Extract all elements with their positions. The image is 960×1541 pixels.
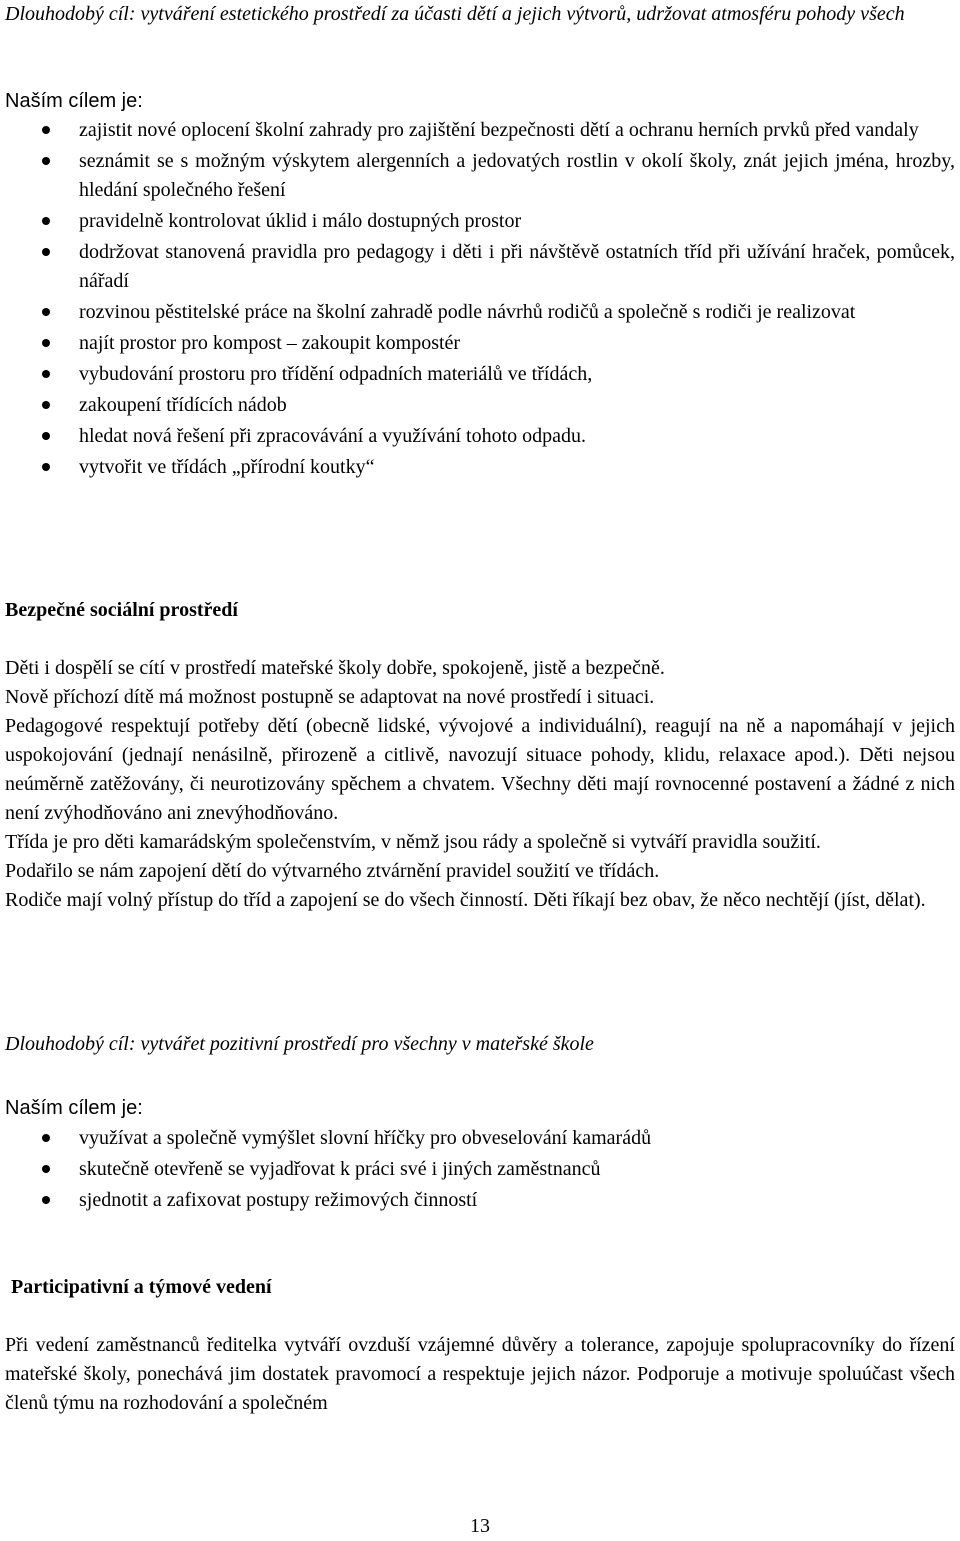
paragraph: Při vedení zaměstnanců ředitelka vytváří ovzduší vzájemné důvěry a tolerance, zapojuje spolupracovníky do řízení mateřské školy, ponechává jim dostatek pravomocí a respektuje jejich názor. Podporuje a motivuje spoluúčast všech členů týmu na rozhodování a společném: [5, 1334, 955, 1414]
list-item: sjednotit a zafixovat postupy režimových činností: [5, 1186, 955, 1215]
paragraph: Podařilo se nám zapojení dětí do výtvarného ztvárnění pravidel soužití ve třídách.: [5, 860, 660, 882]
long-term-goal: Dlouhodobý cíl: vytvářet pozitivní prostředí pro všechny v mateřské škole: [5, 1033, 594, 1055]
list-item: zakoupení třídících nádob: [5, 391, 955, 420]
section-positive-environment: [5, 1030, 955, 1059]
list-item: pravidelně kontrolovat úklid i málo dostupných prostor: [5, 207, 955, 236]
bullet-icon: [42, 401, 50, 409]
paragraph: Nově příchozí dítě má možnost postupně se adaptovat na nové prostředí i situaci.: [5, 686, 655, 708]
aims-list: [5, 116, 955, 482]
bullet-icon: [42, 217, 50, 225]
aims-list-1-container: [5, 116, 955, 482]
list-item: vytvořit ve třídách „přírodní koutky“: [5, 453, 955, 482]
list-item: zajistit nové oplocení školní zahrady pro zajištění bezpečnosti dětí a ochranu herních prvků před vandaly: [5, 116, 955, 145]
aims-block-1: [5, 87, 955, 116]
paragraph: Třída je pro děti kamarádským společenstvím, v němž jsou rády a společně si vytváří pravidla soužití.: [5, 831, 821, 853]
list-item: vybudování prostoru pro třídění odpadních materiálů ve třídách,: [5, 360, 955, 389]
aims-list-2-container: [5, 1124, 955, 1215]
section-aesthetic-environment: [5, 0, 955, 29]
bullet-icon: [42, 1196, 50, 1204]
section-safe-social-environment: [5, 596, 955, 625]
list-item: dodržovat stanovená pravidla pro pedagogy i děti i při návštěvě ostatních tříd při užívání hraček, pomůcek, nářadí: [5, 238, 955, 296]
bullet-icon: [42, 157, 50, 165]
aims-block-2: [5, 1094, 955, 1123]
bullet-icon: [42, 1165, 50, 1173]
section-participative-leadership: [11, 1273, 960, 1302]
bullet-icon: [42, 432, 50, 440]
paragraph: Děti i dospělí se cítí v prostředí mateřské školy dobře, spokojeně, jistě a bezpečně.: [5, 657, 665, 679]
section-4-body: [5, 1331, 955, 1418]
paragraph: Pedagogové respektují potřeby dětí (obecně lidské, vývojové a individuální), reagují na ně a napomáhají v jejich uspokojování (jednají nenásilně, přirozeně a citlivě, navozují situace pohody, klidu, relaxace apod.). Děti nejsou neúměrně zatěžovány, či neurotizovány spěchem a chvatem. Všechny děti mají rovnocenné postavení a žádné z nich není zvýhodňováno ani znevýhodňováno.: [5, 715, 955, 824]
bullet-icon: [42, 339, 50, 347]
list-item: rozvinou pěstitelské práce na školní zahradě podle návrhů rodičů a společně s rodiči je realizovat: [5, 298, 955, 327]
aims-list: [5, 1124, 955, 1215]
aims-label: Naším cílem je:: [5, 90, 143, 112]
long-term-goal: Dlouhodobý cíl: vytváření estetického prostředí za účasti dětí a jejich výtvorů, udržovat atmosféru pohody všech: [5, 3, 905, 25]
bullet-icon: [42, 126, 50, 134]
paragraph: Rodiče mají volný přístup do tříd a zapojení se do všech činností. Děti říkají bez obav, že něco nechtějí (jíst, dělat).: [5, 889, 926, 911]
bullet-icon: [42, 370, 50, 378]
page-number: 13: [470, 1515, 490, 1537]
list-item: najít prostor pro kompost – zakoupit kompostér: [5, 329, 955, 358]
bullet-icon: [42, 463, 50, 471]
list-item: skutečně otevřeně se vyjadřovat k práci své i jiných zaměstnanců: [5, 1155, 955, 1184]
bullet-icon: [42, 1134, 50, 1142]
bullet-icon: [42, 308, 50, 316]
section-2-body: [5, 654, 955, 915]
section-heading: Bezpečné sociální prostředí: [5, 599, 238, 621]
list-item: hledat nová řešení při zpracovávání a využívání tohoto odpadu.: [5, 422, 955, 451]
aims-label: Naším cílem je:: [5, 1097, 143, 1119]
list-item: využívat a společně vymýšlet slovní hříčky pro obveselování kamarádů: [5, 1124, 955, 1153]
list-item: seznámit se s možným výskytem alergenních a jedovatých rostlin v okolí školy, znát jejich jména, hrozby, hledání společného řešení: [5, 147, 955, 205]
section-heading: Participativní a týmové vedení: [11, 1276, 272, 1298]
bullet-icon: [42, 248, 50, 256]
